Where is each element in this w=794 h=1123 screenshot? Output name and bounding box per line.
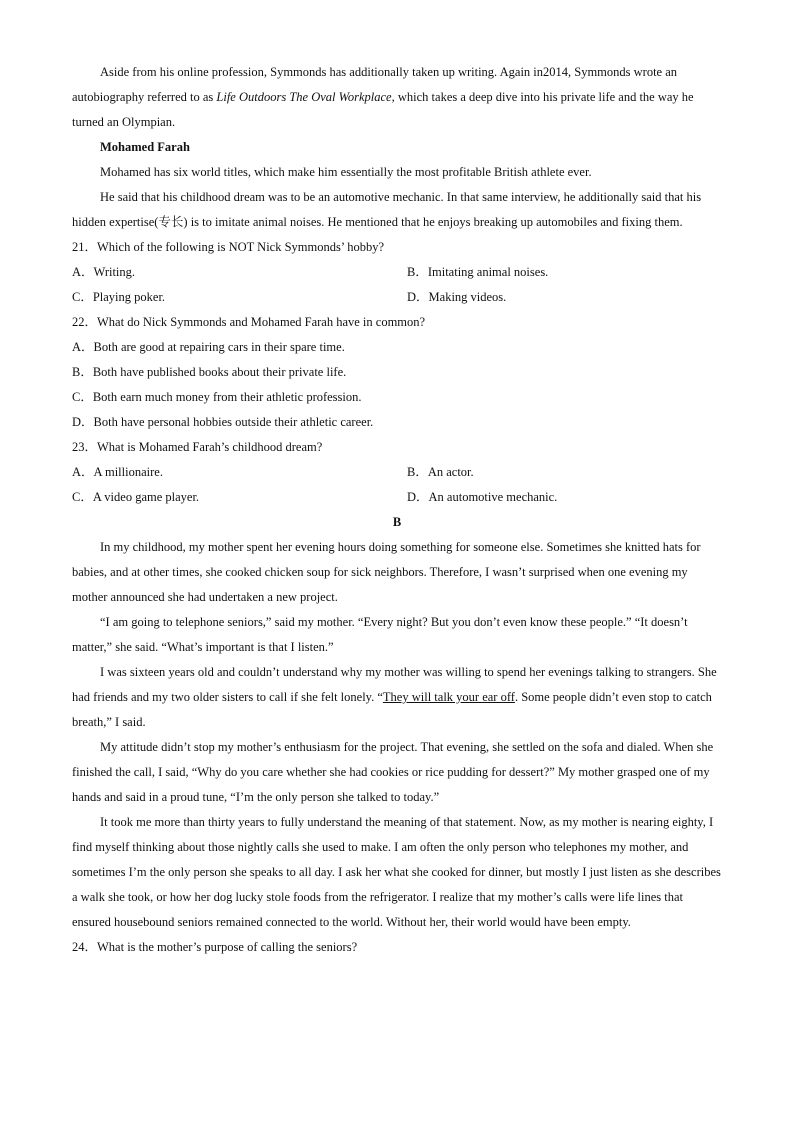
option-22-c: C．Both earn much money from their athletic profession. (72, 390, 362, 404)
section-heading-mohamed-farah: Mohamed Farah (100, 140, 190, 154)
option-23-b: B．An actor. (407, 465, 474, 479)
option-21-d: D．Making videos. (407, 290, 507, 304)
question-23-options-row-1 (72, 460, 722, 485)
option-21-c: C．Playing poker. (72, 290, 166, 304)
passage-b-paragraph-1: In my childhood, my mother spent her evening hours doing something for someone else. Sometimes she knitted hats for babies, and at other times, she cooked chicken soup for sick neighbors. Therefore, I wasn’t surprised when one evening my mother announced she had undertaken a new project. (72, 540, 701, 604)
passage-b-paragraph-3: I was sixteen years old and couldn’t understand why my mother was willing to spend her evenings talking to strangers. She had friends and my two older sisters to call if she felt lonely. “They will talk your ear off. Some people didn’t even stop to catch breath,” I said. (72, 665, 717, 729)
option-21-a: A．Writing. (72, 265, 136, 279)
option-22-a: A．Both are good at repairing cars in their spare time. (72, 340, 345, 354)
question-24: 24．What is the mother’s purpose of calling the seniors? (72, 940, 358, 954)
question-23: 23．What is Mohamed Farah’s childhood dream? (72, 440, 323, 454)
question-21: 21．Which of the following is NOT Nick Symmonds’ hobby? (72, 240, 385, 254)
passage-a-paragraph-2: Mohamed has six world titles, which make him essentially the most profitable British athlete ever. (100, 165, 592, 179)
option-23-a: A．A millionaire. (72, 465, 163, 479)
option-22-b: B．Both have published books about their private life. (72, 365, 347, 379)
question-21-options-row-1 (72, 260, 722, 285)
passage-a-paragraph-1: Aside from his online profession, Symmonds has additionally taken up writing. Again in2014, Symmonds wrote an autobiography referred to as Life Outdoors The Oval Workplace, which takes a deep dive into his private life and the way he turned an Olympian. (72, 65, 694, 129)
passage-b-paragraph-4: My attitude didn’t stop my mother’s enthusiasm for the project. That evening, she settled on the sofa and dialed. When she finished the call, I said, “Why do you care whether she had cookies or rice pudding for dessert?” My mother grasped one of my hands and said in a proud tune, “I’m the only person she talked to today.” (72, 740, 714, 804)
passage-b-paragraph-2: “I am going to telephone seniors,” said my mother. “Every night? But you don’t even know these people.” “It doesn’t matter,” she said. “What’s important is that I listen.” (72, 615, 688, 654)
passage-b-paragraph-5: It took me more than thirty years to fully understand the meaning of that statement. Now, as my mother is nearing eighty, I find myself thinking about those nightly calls she used to make. I am often the only person who telephones my mother, and sometimes I’m the only person she speaks to all day. I ask her what she cooked for dinner, but mostly I just listen as she describes a walk she took, or how her dog lucky stole foods from the refrigerator. I realize that my mother’s calls were life lines that ensured housebound seniors remained connected to the world. Without her, their world would have been empty. (72, 815, 721, 929)
underlined-phrase: They will talk your ear off (382, 690, 515, 704)
book-title: Life Outdoors The Oval Workplace (216, 90, 392, 104)
section-b-label: B (392, 515, 402, 529)
passage-a-paragraph-3: He said that his childhood dream was to be an automotive mechanic. In that same interview, he additionally said that his hidden expertise(专长) is to imitate animal noises. He mentioned that he enjoys breaking up automobiles and fixing them. (72, 190, 702, 229)
document-page (72, 60, 722, 960)
option-23-c: C．A video game player. (72, 490, 200, 504)
option-21-b: B．Imitating animal noises. (407, 265, 549, 279)
question-21-options-row-2 (72, 285, 722, 310)
option-22-d: D．Both have personal hobbies outside their athletic career. (72, 415, 374, 429)
question-22: 22．What do Nick Symmonds and Mohamed Farah have in common? (72, 315, 426, 329)
question-23-options-row-2 (72, 485, 722, 510)
option-23-d: D．An automotive mechanic. (407, 490, 558, 504)
